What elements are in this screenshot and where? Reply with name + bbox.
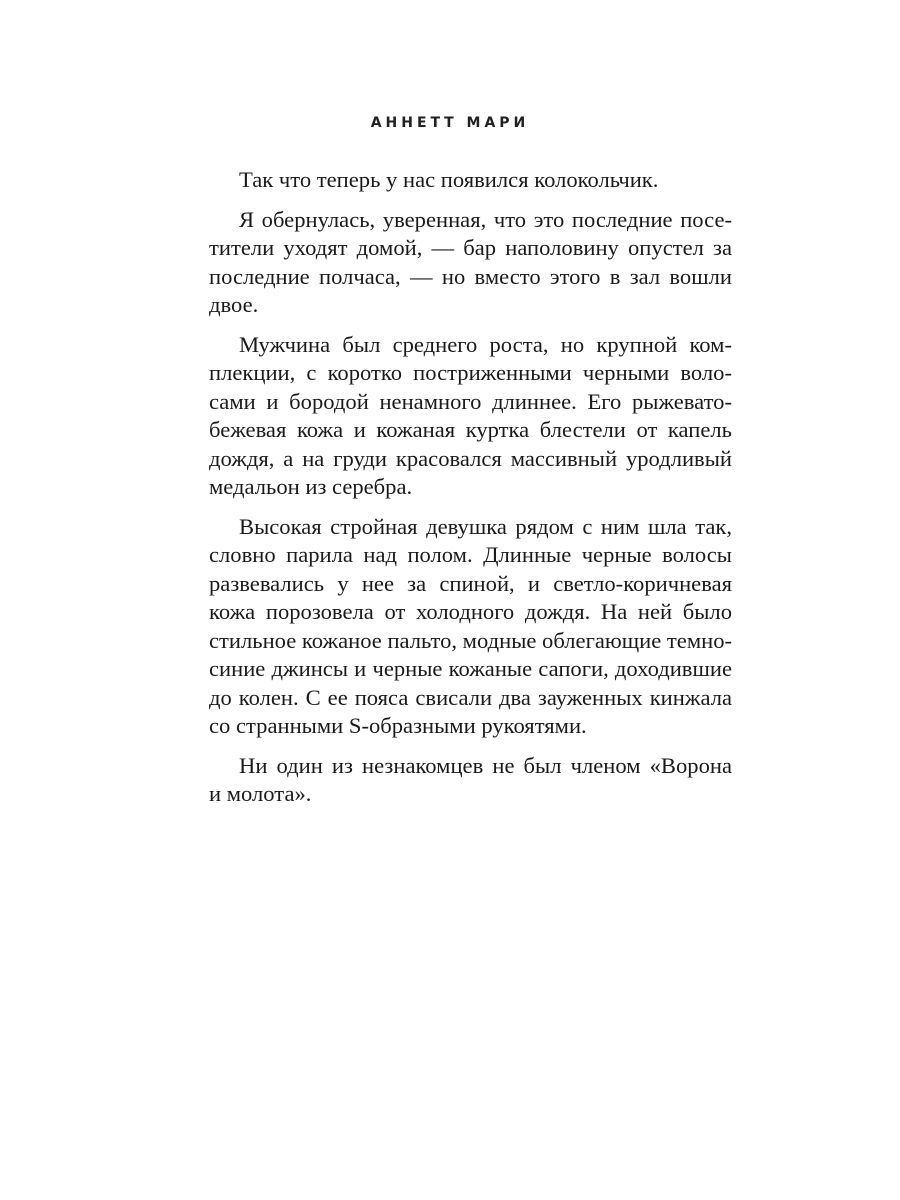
text-line: плекции, с коротко постриженными черными воло-	[209, 360, 732, 385]
text-line: двое.	[209, 292, 259, 317]
paragraph	[209, 513, 732, 741]
text-line: последние полчаса, — но вместо этого в зал вошли	[209, 263, 732, 289]
paragraph	[209, 752, 732, 809]
body-text	[209, 166, 732, 809]
text-line: синие джинсы и черные кожаные сапоги, доходившие	[209, 656, 732, 681]
text-line: словно парила над полом. Длинные черные волосы	[209, 542, 732, 567]
text-line: стильное кожаное пальто, модные облегающие темно-	[209, 627, 733, 653]
running-head-author: АННЕТТ МАРИ	[370, 115, 530, 131]
text-line: тители уходят домой, — бар наполовину опустел за	[209, 235, 732, 260]
text-line: бежевая кожа и кожаная куртка блестели от капель	[209, 417, 732, 442]
text-line: со странными S-образными рукоятями.	[209, 713, 587, 738]
text-line: сами и бородой ненамного длиннее. Его рыжевато-	[209, 388, 732, 414]
text-line: Так что теперь у нас появился колокольчик.	[239, 167, 659, 192]
text-line: и молота».	[209, 781, 312, 806]
text-line: медальон из серебра.	[209, 474, 413, 499]
text-line: Я обернулась, уверенная, что это последние посе-	[239, 206, 732, 232]
paragraph	[209, 166, 732, 195]
text-line: Ни один из незнакомцев не был членом «Ворона	[239, 752, 732, 778]
paragraph	[209, 206, 732, 320]
paragraph	[209, 331, 732, 502]
text-line: развевались у нее за спиной, и светло-коричневая	[209, 570, 732, 596]
text-line: Высокая стройная девушка рядом с ним шла так,	[239, 513, 732, 539]
text-line: Мужчина был среднего роста, но крупной ком-	[239, 331, 732, 357]
text-line: кожа порозовела от холодного дождя. На ней было	[209, 599, 732, 624]
text-line: до колен. С ее пояса свисали два зауженных кинжала	[209, 684, 732, 710]
text-line: дождя, а на груди красовался массивный уродливый	[209, 445, 732, 471]
